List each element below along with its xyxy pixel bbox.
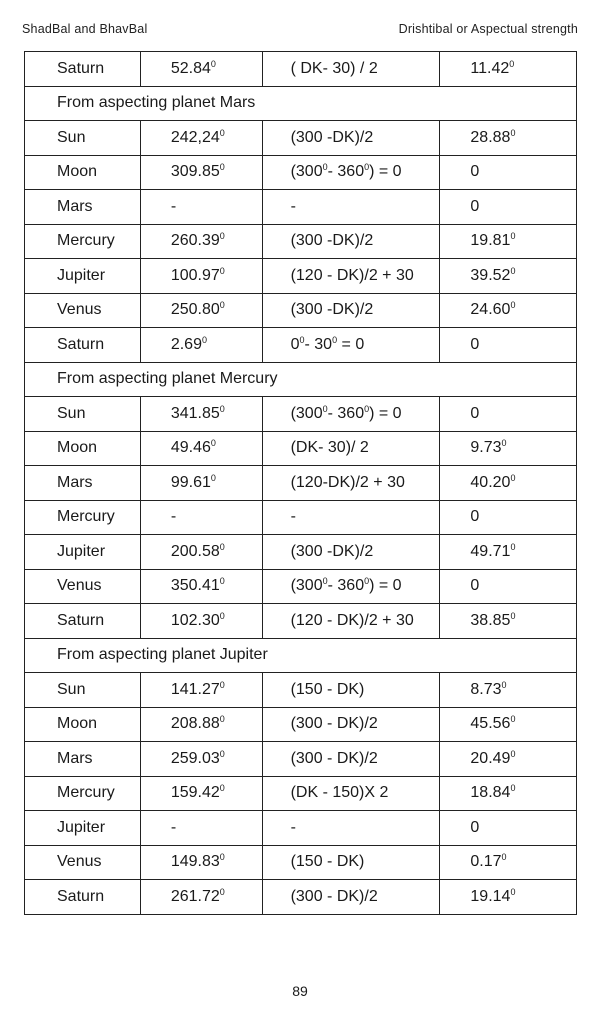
table-row bbox=[25, 397, 577, 432]
dk-cell: - bbox=[140, 811, 262, 846]
dk-cell: 341.85$^0$ bbox=[140, 397, 262, 432]
aspectual-strength-table bbox=[24, 51, 577, 915]
page-number: 89 bbox=[292, 983, 308, 999]
planet-cell: Venus bbox=[25, 845, 141, 880]
strength-cell: 45.56$^0$ bbox=[440, 707, 577, 742]
formula-cell: ($300^0-$ $360^0) = 0$ bbox=[262, 397, 440, 432]
planet-cell: Saturn bbox=[25, 880, 141, 915]
table-row bbox=[25, 155, 577, 190]
formula-cell: (150 - DK) bbox=[262, 673, 440, 708]
degree-mark: 0 bbox=[510, 300, 516, 311]
strength-cell: 19.81$^0$ bbox=[440, 224, 577, 259]
table-row bbox=[25, 673, 577, 708]
strength-cell: 49.71$^0$ bbox=[440, 535, 577, 570]
degree-mark: 0 bbox=[510, 541, 516, 552]
table-row bbox=[25, 707, 577, 742]
strength-cell: 0 bbox=[440, 569, 577, 604]
table-row bbox=[25, 259, 577, 294]
planet-cell: Mars bbox=[25, 466, 141, 501]
planet-cell: Mercury bbox=[25, 224, 141, 259]
formula-cell: $0^0-$ $30^0 = 0$ bbox=[262, 328, 440, 363]
dk-cell: 250.80$^0$ bbox=[140, 293, 262, 328]
planet-cell: Moon bbox=[25, 431, 141, 466]
dk-cell: 49.46$^0$ bbox=[140, 431, 262, 466]
degree-mark: 0 bbox=[510, 231, 516, 242]
dk-cell: 242,24$^0$ bbox=[140, 121, 262, 156]
degree-mark: 0 bbox=[510, 886, 516, 897]
formula-cell: (300 - DK)/2 bbox=[262, 707, 440, 742]
planet-cell: Venus bbox=[25, 293, 141, 328]
strength-cell: 8.73$^0$ bbox=[440, 673, 577, 708]
formula-cell: (300 -DK)/2 bbox=[262, 121, 440, 156]
planet-cell: Jupiter bbox=[25, 259, 141, 294]
degree-mark: 0 bbox=[509, 58, 515, 69]
dk-cell: 149.83$^0$ bbox=[140, 845, 262, 880]
degree-mark: 0 bbox=[299, 334, 305, 345]
table-row bbox=[25, 431, 577, 466]
degree-mark: 0 bbox=[210, 472, 216, 483]
formula-cell: (DK - 150)X 2 bbox=[262, 776, 440, 811]
degree-mark: 0 bbox=[219, 886, 225, 897]
formula-cell: (300 -DK)/2 bbox=[262, 224, 440, 259]
planet-cell: Mercury bbox=[25, 776, 141, 811]
degree-mark: 0 bbox=[219, 748, 225, 759]
section-title: From aspecting planet Jupiter bbox=[25, 638, 577, 673]
table-row bbox=[25, 880, 577, 915]
formula-cell: (150 - DK) bbox=[262, 845, 440, 880]
dk-cell: 309.85$^0$ bbox=[140, 155, 262, 190]
header-chapter-title: Drishtibal or Aspectual strength bbox=[398, 22, 578, 36]
strength-cell: 0.17$^0$ bbox=[440, 845, 577, 880]
degree-mark: 0 bbox=[201, 334, 207, 345]
section-title: From aspecting planet Mars bbox=[25, 86, 577, 121]
degree-mark: 0 bbox=[364, 576, 370, 587]
degree-mark: 0 bbox=[219, 162, 225, 173]
degree-mark: 0 bbox=[219, 852, 225, 863]
degree-mark: 0 bbox=[322, 576, 328, 587]
planet-cell: Moon bbox=[25, 155, 141, 190]
formula-cell: ($300^0-$ $360^0) = 0$ bbox=[262, 155, 440, 190]
table-row bbox=[25, 811, 577, 846]
table-row bbox=[25, 293, 577, 328]
degree-mark: 0 bbox=[501, 438, 507, 449]
strength-cell: 18.84$^0$ bbox=[440, 776, 577, 811]
dk-cell: 100.97$^0$ bbox=[140, 259, 262, 294]
formula-cell: (DK- 30)/ 2 bbox=[262, 431, 440, 466]
strength-cell: 20.49$^0$ bbox=[440, 742, 577, 777]
formula-cell: (300 -DK)/2 bbox=[262, 293, 440, 328]
strength-cell: 38.85$^0$ bbox=[440, 604, 577, 639]
planet-cell: Jupiter bbox=[25, 811, 141, 846]
formula-cell: (120-DK)/2 + 30 bbox=[262, 466, 440, 501]
planet-cell: Saturn bbox=[25, 604, 141, 639]
header-book-title: ShadBal and BhavBal bbox=[22, 22, 148, 36]
degree-mark: 0 bbox=[219, 576, 225, 587]
degree-mark: 0 bbox=[219, 300, 225, 311]
planet-cell: Jupiter bbox=[25, 535, 141, 570]
dk-cell: 99.61$^0$ bbox=[140, 466, 262, 501]
formula-cell: - bbox=[262, 500, 440, 535]
strength-cell: 28.88$^0$ bbox=[440, 121, 577, 156]
table-row bbox=[25, 535, 577, 570]
formula-cell: (120 - DK)/2 + 30 bbox=[262, 604, 440, 639]
planet-cell: Sun bbox=[25, 121, 141, 156]
degree-mark: 0 bbox=[510, 714, 516, 725]
degree-mark: 0 bbox=[219, 403, 225, 414]
table-row bbox=[25, 742, 577, 777]
degree-mark: 0 bbox=[219, 231, 225, 242]
strength-cell: 19.14$^0$ bbox=[440, 880, 577, 915]
dk-cell: 260.39$^0$ bbox=[140, 224, 262, 259]
planet-cell: Saturn bbox=[25, 328, 141, 363]
strength-cell: 0 bbox=[440, 397, 577, 432]
section-header-row bbox=[25, 638, 577, 673]
table-row bbox=[25, 224, 577, 259]
strength-cell: 9.73$^0$ bbox=[440, 431, 577, 466]
dk-cell: 200.58$^0$ bbox=[140, 535, 262, 570]
degree-mark: 0 bbox=[219, 679, 225, 690]
formula-cell: (120 - DK)/2 + 30 bbox=[262, 259, 440, 294]
degree-mark: 0 bbox=[510, 748, 516, 759]
degree-mark: 0 bbox=[501, 852, 507, 863]
section-header-row bbox=[25, 362, 577, 397]
degree-mark: 0 bbox=[219, 714, 225, 725]
planet-cell: Saturn bbox=[25, 52, 141, 87]
table-row bbox=[25, 52, 577, 87]
dk-cell: 141.27$^0$ bbox=[140, 673, 262, 708]
strength-cell: 0 bbox=[440, 500, 577, 535]
table-row bbox=[25, 776, 577, 811]
formula-cell: (300 -DK)/2 bbox=[262, 535, 440, 570]
running-header bbox=[22, 22, 578, 42]
strength-cell: 24.60$^0$ bbox=[440, 293, 577, 328]
degree-mark: 0 bbox=[322, 403, 328, 414]
degree-mark: 0 bbox=[219, 783, 225, 794]
degree-mark: 0 bbox=[210, 438, 216, 449]
degree-mark: 0 bbox=[219, 610, 225, 621]
degree-mark: 0 bbox=[332, 334, 338, 345]
formula-cell: ($300^0-$ $360^0) = 0$ bbox=[262, 569, 440, 604]
dk-cell: - bbox=[140, 500, 262, 535]
degree-mark: 0 bbox=[210, 58, 216, 69]
degree-mark: 0 bbox=[219, 127, 225, 138]
planet-cell: Sun bbox=[25, 673, 141, 708]
dk-cell: 350.41$^0$ bbox=[140, 569, 262, 604]
table-body bbox=[25, 52, 577, 915]
dk-cell: 208.88$^0$ bbox=[140, 707, 262, 742]
degree-mark: 0 bbox=[364, 403, 370, 414]
degree-mark: 0 bbox=[322, 162, 328, 173]
degree-mark: 0 bbox=[219, 541, 225, 552]
table-row bbox=[25, 845, 577, 880]
strength-cell: 0 bbox=[440, 811, 577, 846]
degree-mark: 0 bbox=[510, 783, 516, 794]
strength-cell: 39.52$^0$ bbox=[440, 259, 577, 294]
table-row bbox=[25, 500, 577, 535]
table-row bbox=[25, 604, 577, 639]
dk-cell: 261.72$^0$ bbox=[140, 880, 262, 915]
planet-cell: Venus bbox=[25, 569, 141, 604]
formula-cell: - bbox=[262, 811, 440, 846]
degree-mark: 0 bbox=[510, 610, 516, 621]
table-row bbox=[25, 328, 577, 363]
degree-mark: 0 bbox=[364, 162, 370, 173]
degree-mark: 0 bbox=[510, 265, 516, 276]
planet-cell: Mars bbox=[25, 742, 141, 777]
formula-cell: - bbox=[262, 190, 440, 225]
degree-mark: 0 bbox=[510, 127, 516, 138]
section-header-row bbox=[25, 86, 577, 121]
strength-cell: 40.20$^0$ bbox=[440, 466, 577, 501]
planet-cell: Sun bbox=[25, 397, 141, 432]
degree-mark: 0 bbox=[510, 472, 516, 483]
strength-cell: 11.42$^0$ bbox=[440, 52, 577, 87]
dk-cell: - bbox=[140, 190, 262, 225]
dk-cell: 2.69$^0$ bbox=[140, 328, 262, 363]
formula-cell: (300 - DK)/2 bbox=[262, 880, 440, 915]
dk-cell: 102.30$^0$ bbox=[140, 604, 262, 639]
formula-cell: (300 - DK)/2 bbox=[262, 742, 440, 777]
table-row bbox=[25, 190, 577, 225]
planet-cell: Mars bbox=[25, 190, 141, 225]
table-row bbox=[25, 569, 577, 604]
degree-mark: 0 bbox=[501, 679, 507, 690]
dk-cell: 259.03$^0$ bbox=[140, 742, 262, 777]
table-row bbox=[25, 121, 577, 156]
dk-cell: 52.84$^0$ bbox=[140, 52, 262, 87]
dk-cell: 159.42$^0$ bbox=[140, 776, 262, 811]
section-title: From aspecting planet Mercury bbox=[25, 362, 577, 397]
degree-mark: 0 bbox=[219, 265, 225, 276]
table-row bbox=[25, 466, 577, 501]
strength-cell: 0 bbox=[440, 155, 577, 190]
planet-cell: Mercury bbox=[25, 500, 141, 535]
strength-cell: 0 bbox=[440, 328, 577, 363]
planet-cell: Moon bbox=[25, 707, 141, 742]
formula-cell: ( DK- 30) / 2 bbox=[262, 52, 440, 87]
strength-cell: 0 bbox=[440, 190, 577, 225]
